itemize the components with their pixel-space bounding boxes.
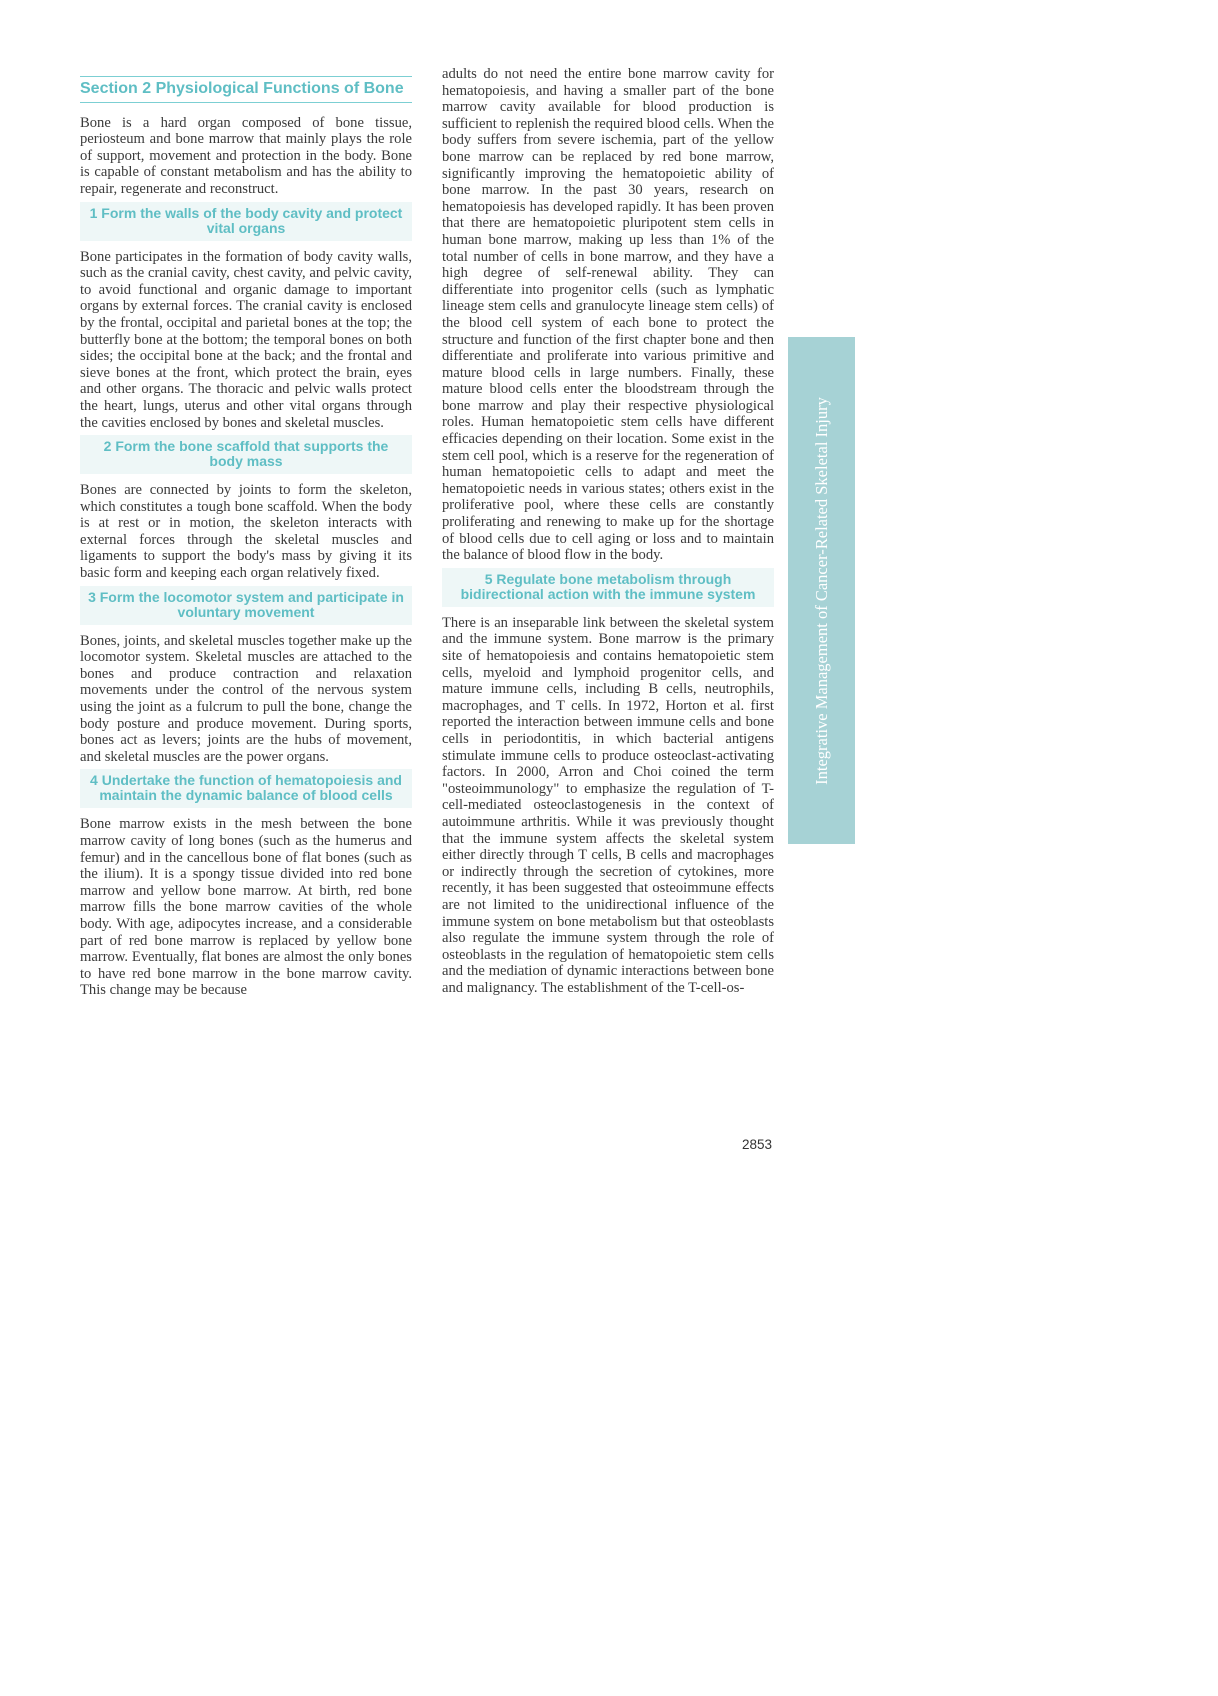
left-column [80, 76, 412, 999]
subsection-4-heading: 4 Undertake the function of hematopoiesis and maintain the dynamic balance of blood cells [80, 769, 412, 808]
subsection-2-text: Bones are connected by joints to form the skeleton, which constitutes a tough bone scaffold. When the body is at rest or in motion, the skeleton interacts with external forces through the skeletal muscles and ligaments to support the body's mass by giving it its basic form and keeping each organ relatively fixed. [80, 482, 412, 582]
subsection-3-heading: 3 Form the locomotor system and participate in voluntary movement [80, 586, 412, 625]
section-title: Section 2 Physiological Functions of Bone [80, 76, 412, 103]
subsection-1-text: Bone participates in the formation of body cavity walls, such as the cranial cavity, chest cavity, and pelvic cavity, to avoid functional and organic damage to important organs by external forces. The cranial cavity is enclosed by the frontal, occipital and parietal bones at the top; the butterfly bone at the bottom; the temporal bones on both sides; the occipital bone at the back; and the frontal and sieve bones at the front, which protect the brain, eyes and other organs. The thoracic and pelvic walls protect the heart, lungs, uterus and other vital organs through the cavities enclosed by bones and skeletal muscles. [80, 248, 412, 431]
subsection-5-heading: 5 Regulate bone metabolism through bidirectional action with the immune system [442, 568, 774, 607]
subsection-3-text: Bones, joints, and skeletal muscles together make up the locomotor system. Skeletal muscles are attached to the bones and produce contraction and relaxation movements under the control of the nervous system using the joint as a fulcrum to pull the bone, change the body posture and produce movement. During sports, bones act as levers; joints are the hubs of movement, and skeletal muscles are the power organs. [80, 632, 412, 765]
subsection-4-text: Bone marrow exists in the mesh between the bone marrow cavity of long bones (such as the humerus and femur) and in the cancellous bone of flat bones (such as the ilium). It is a spongy tissue divided into red bone marrow and yellow bone marrow. At birth, red bone marrow fills the bone marrow cavities of the whole body. With age, adipocytes increase, and a considerable part of red bone marrow is replaced by yellow bone marrow. Eventually, flat bones are almost the only bones to have red bone marrow in the bone marrow cavity. This change may be because [80, 816, 412, 999]
subsection-2-heading: 2 Form the bone scaffold that supports the body mass [80, 435, 412, 474]
sidebar-label: Integrative Management of Cancer-Related Skeletal Injury [811, 396, 831, 785]
intro-paragraph: Bone is a hard organ composed of bone tissue, periosteum and bone marrow that mainly plays the role of support, movement and protection in the body. Bone is capable of constant metabolism and has the ability to repair, regenerate and reconstruct. [80, 114, 412, 197]
subsection-4-continuation: adults do not need the entire bone marrow cavity for hematopoiesis, and having a smaller part of the bone marrow cavity available for blood production is sufficient to replenish the required blood cells. When the body suffers from severe ischemia, part of the yellow bone marrow can be replaced by red bone marrow, significantly improving the hematopoietic ability of bone marrow. In the past 30 years, research on hematopoiesis has developed rapidly. It has been proven that there are hematopoietic pluripotent stem cells in human bone marrow, making up less than 1% of the total number of cells in bone marrow, and they have a high degree of self-renewal ability. They can differentiate into progenitor cells (such as lymphatic lineage stem cells and granulocyte lineage stem cells) of the blood cell system of each bone to protect the structure and function of the first chapter bone and then differentiate and proliferate into various primitive and mature blood cells in large numbers. Finally, these mature blood cells enter the bloodstream through the bone marrow and play their respective physiological roles. Human hematopoietic stem cells have different efficacies depending on their location. Some exist in the stem cell pool, which is a reserve for the regeneration of human hematopoietic cells to adapt and meet the hematopoietic needs in various states; others exist in the proliferative pool, where these cells are constantly proliferating and renewing to make up for the shortage of blood cells due to cell aging or loss and to maintain the balance of blood flow in the body. [442, 66, 774, 564]
chapter-sidebar-tab [788, 337, 855, 844]
page-number: 2853 [742, 1137, 773, 1152]
subsection-1-heading: 1 Form the walls of the body cavity and protect vital organs [80, 202, 412, 241]
subsection-5-text: There is an inseparable link between the skeletal system and the immune system. Bone marrow is the primary site of hematopoiesis and contains hematopoietic stem cells, myeloid and lymphoid progenitor cells, and mature immune cells, including B cells, neutrophils, macrophages, and T cells. In 1972, Horton et al. first reported the interaction between immune cells and bone cells in periodontitis, in which bacterial antigens stimulate immune cells to produce osteoclast-activating factors. In 2000, Arron and Choi coined the term "osteoimmunology" to emphasize the regulation of T-cell-mediated osteoclastogenesis in the context of autoimmune arthritis. While it was previously thought that the immune system affects the skeletal system either directly through T cells, B cells and macrophages or indirectly through the secretion of cytokines, more recently, it has been suggested that osteoimmune effects are not limited to the unidirectional influence of the immune system on bone metabolism but that osteoblasts also regulate the immune system through the role of osteoblasts in the regulation of hematopoietic stem cells and the mediation of dynamic interactions between bone and malignancy. The establishment of the T-cell-os- [442, 614, 774, 996]
right-column [442, 66, 774, 996]
